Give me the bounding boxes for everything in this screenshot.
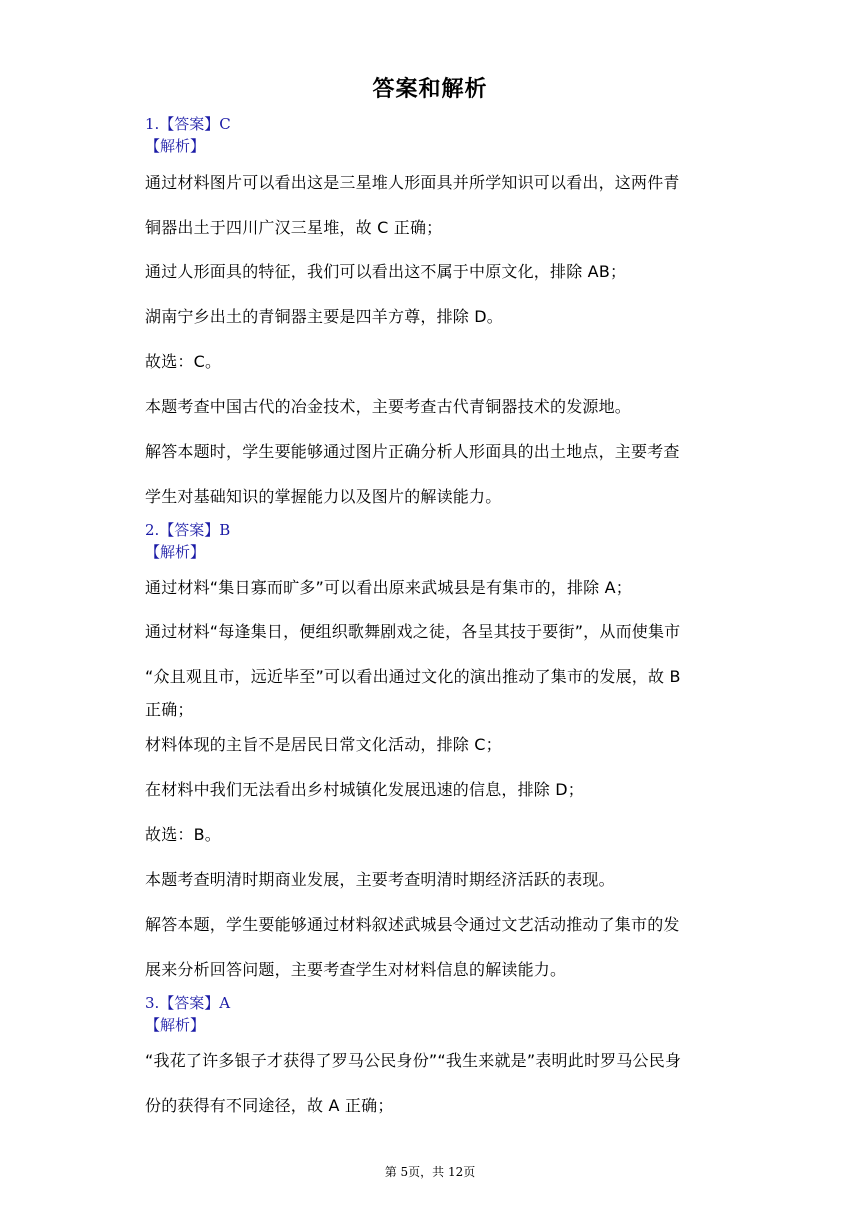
q2-line: 正确； [145,700,194,719]
q2-line: 通过材料“集日寡而旷多”可以看出原来武城县是有集市的，排除 A； [145,578,633,597]
q2-line: 解答本题，学生要能够通过材料叙述武城县令通过文艺活动推动了集市的发 [145,915,680,934]
q1-line: 本题考查中国古代的冶金技术，主要考查古代青铜器技术的发源地。 [145,397,632,416]
q2-line: 材料体现的主旨不是居民日常文化活动，排除 C； [145,735,502,754]
q2-line: 展来分析回答问题，主要考查学生对材料信息的解读能力。 [145,960,567,979]
q2-line: 故选：B。 [145,825,221,844]
q1-answer: 1.【答案】C [145,115,231,133]
q2-answer: 2.【答案】B [145,521,231,539]
q1-line: 通过材料图片可以看出这是三星堆人形面具并所学知识可以看出，这两件青 [145,173,680,192]
q2-line: 在材料中我们无法看出乡村城镇化发展迅速的信息，排除 D； [145,780,585,799]
q3-line: “我花了许多银子才获得了罗马公民身份”“我生来就是”表明此时罗马公民身 [145,1051,682,1070]
q1-line: 铜器出土于四川广汉三星堆，故 C 正确； [145,218,443,237]
q1-analysis-label: 【解析】 [145,137,206,155]
page-footer: 第 5页，共 12页 [384,1165,476,1179]
page-title: 答案和解析 [372,77,488,102]
q1-line: 解答本题时，学生要能够通过图片正确分析人形面具的出土地点，主要考查 [145,442,680,461]
q1-line: 湖南宁乡出土的青铜器主要是四羊方尊，排除 D。 [145,307,504,326]
q1-line: 学生对基础知识的掌握能力以及图片的解读能力。 [145,487,502,506]
q1-line: 故选：C。 [145,352,222,371]
q3-line: 份的获得有不同途径，故 A 正确； [145,1096,394,1115]
q2-line: 本题考查明清时期商业发展，主要考查明清时期经济活跃的表现。 [145,870,615,889]
q3-analysis-label: 【解析】 [145,1016,206,1034]
q3-answer: 3.【答案】A [145,994,231,1012]
q2-line: 通过材料“每逢集日，便组织歌舞剧戏之徒，各呈其技于要街”，从而使集市 [145,622,681,641]
q2-analysis-label: 【解析】 [145,543,206,561]
q2-line: “众且观且市，远近毕至”可以看出通过文化的演出推动了集市的发展，故 B [145,667,681,686]
q1-line: 通过人形面具的特征，我们可以看出这不属于中原文化，排除 AB； [145,262,627,281]
